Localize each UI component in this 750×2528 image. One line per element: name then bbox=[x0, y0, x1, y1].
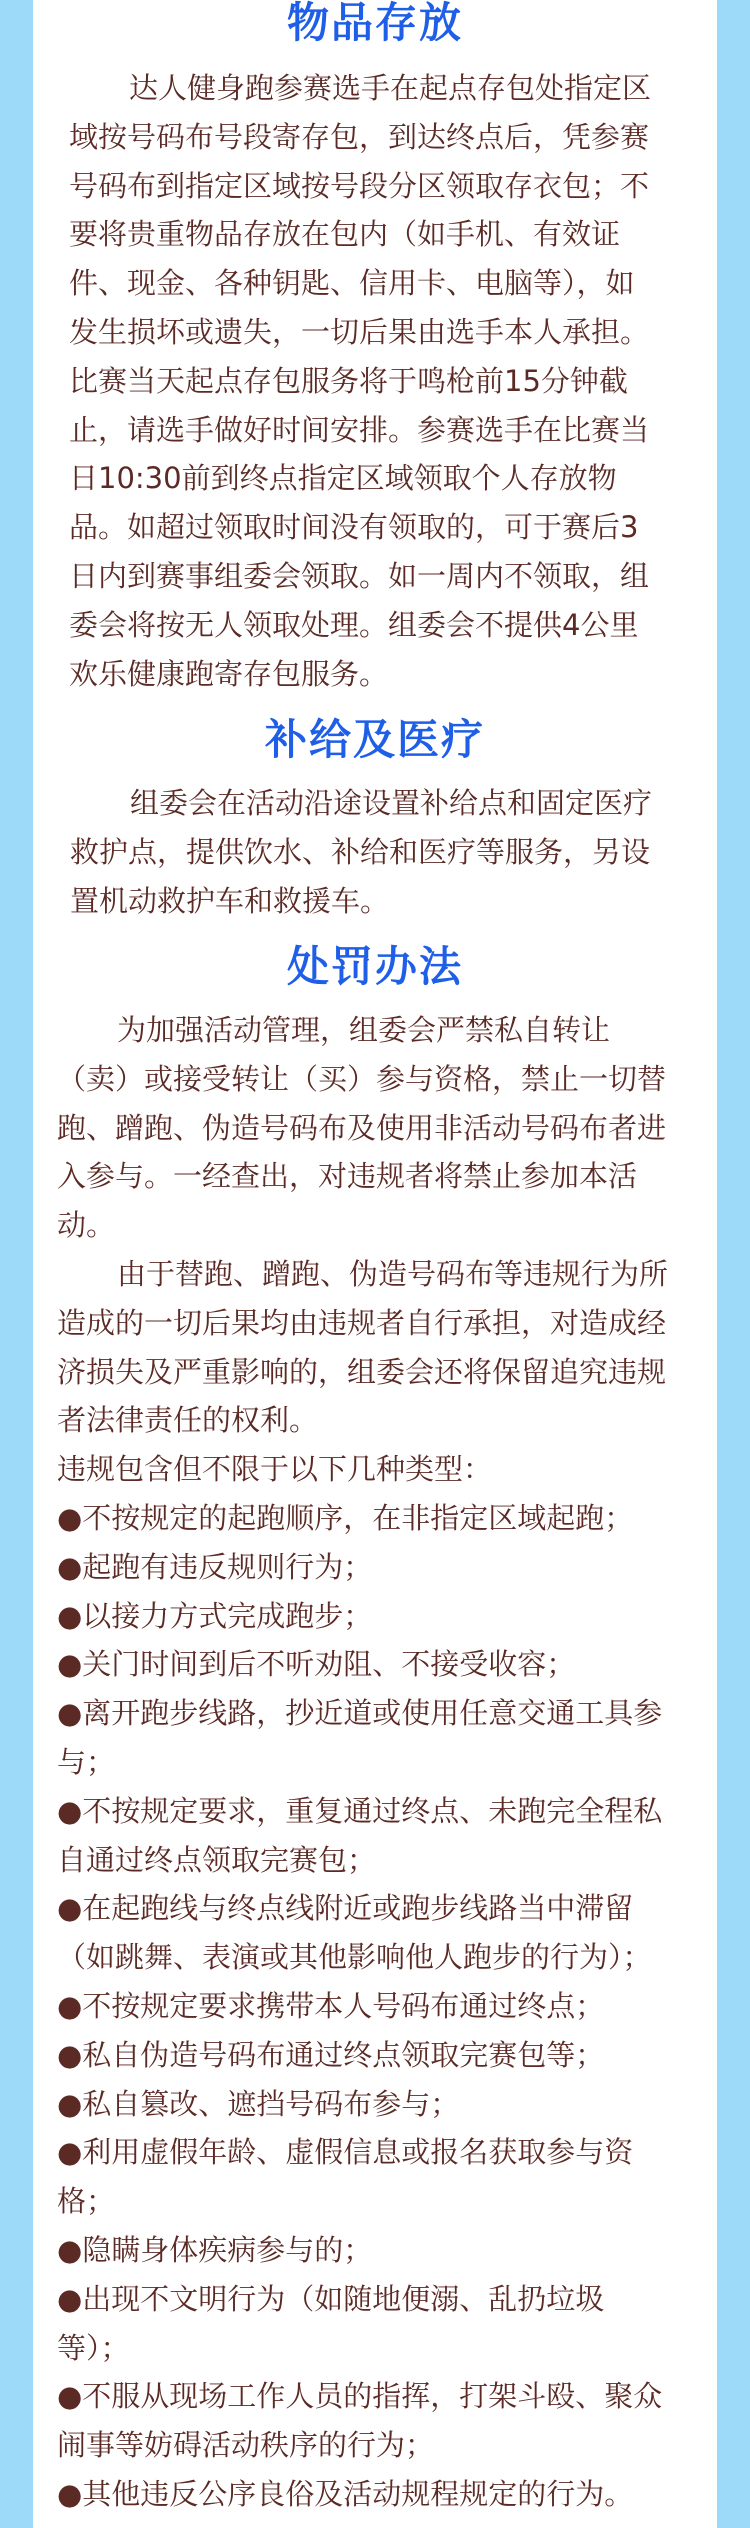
text-line: 闹事等妨碍活动秩序的行为； bbox=[57, 2428, 435, 2463]
storage-paragraph bbox=[69, 64, 651, 698]
text-line: 置机动救护车和救援车。 bbox=[70, 883, 390, 918]
text-line: 域按号码布号段寄存包，到达终点后，凭参赛 bbox=[69, 119, 650, 154]
text-line: ●私自篡改、遮挡号码布参与； bbox=[57, 2086, 460, 2121]
text-line: （如跳舞、表演或其他影响他人跑步的行为）； bbox=[57, 1940, 652, 1975]
text-line: 发生损坏或遗失，一切后果由选手本人承担。 bbox=[69, 314, 650, 349]
text-line: ●其他违反公序良俗及活动规程规定的行为。 bbox=[57, 2476, 634, 2511]
text-line: 号码布到指定区域按号段分区领取存衣包；不 bbox=[69, 168, 650, 203]
section-title-supply-medical: 补给及医疗 bbox=[264, 715, 485, 764]
text-line: ●私自伪造号码布通过终点领取完赛包等； bbox=[57, 2037, 605, 2072]
text-line: 自通过终点领取完赛包； bbox=[57, 1842, 377, 1877]
text-line: 跑、蹭跑、伪造号码布及使用非活动号码布者进 bbox=[57, 1110, 667, 1145]
text-line: ●不按规定要求，重复通过终点、未跑完全程私 bbox=[57, 1793, 663, 1828]
text-line: 为加强活动管理，组委会严禁私自转让 bbox=[117, 1013, 611, 1047]
text-line: ●不按规定要求携带本人号码布通过终点； bbox=[57, 1988, 605, 2023]
text-line: 止，请选手做好时间安排。参赛选手在比赛当 bbox=[69, 412, 650, 447]
text-line: 由于替跑、蹭跑、伪造号码布等违规行为所 bbox=[117, 1256, 669, 1291]
text-line: 者法律责任的权利。 bbox=[57, 1403, 319, 1438]
text-line: 欢乐健康跑寄存包服务。 bbox=[69, 656, 389, 691]
text-line: 动。 bbox=[57, 1208, 116, 1243]
text-line: ●不按规定的起跑顺序，在非指定区域起跑； bbox=[57, 1500, 634, 1535]
text-line: 入参与。一经查出，对违规者将禁止参加本活 bbox=[57, 1159, 638, 1194]
text-line: 比赛当天起点存包服务将于鸣枪前15分钟截 bbox=[69, 363, 628, 398]
text-line: ●不服从现场工作人员的指挥，打架斗殴、聚众 bbox=[57, 2379, 663, 2414]
text-line: ●关门时间到后不听劝阻、不接受收容； bbox=[57, 1647, 576, 1682]
text-line: ●利用虚假年龄、虚假信息或报名获取参与资 bbox=[57, 2135, 634, 2170]
text-line: ●隐瞒身体疾病参与的； bbox=[57, 2232, 373, 2267]
text-line: 救护点，提供饮水、补给和医疗等服务，另设 bbox=[70, 834, 651, 869]
text-line: 件、现金、各种钥匙、信用卡、电脑等），如 bbox=[69, 266, 635, 301]
text-line: 委会将按无人领取处理。组委会不提供4公里 bbox=[69, 607, 639, 642]
text-line: 要将贵重物品存放在包内（如手机、有效证 bbox=[69, 217, 621, 252]
text-line: 日10:30前到终点指定区域领取个人存放物 bbox=[69, 461, 617, 496]
text-line: ●起跑有违反规则行为； bbox=[57, 1549, 373, 1584]
text-line: （卖）或接受转让（买）参与资格，禁止一切替 bbox=[57, 1061, 667, 1096]
text-line: 组委会在活动沿途设置补给点和固定医疗 bbox=[130, 786, 653, 820]
text-line: 日内到赛事组委会领取。如一周内不领取，组 bbox=[69, 558, 650, 593]
text-line: ●出现不文明行为（如随地便溺、乱扔垃圾 bbox=[57, 2281, 605, 2316]
text-line: ●以接力方式完成跑步； bbox=[57, 1598, 373, 1633]
text-line: 格； bbox=[57, 2184, 116, 2219]
text-line: 品。如超过领取时间没有领取的，可于赛后3 bbox=[69, 510, 639, 545]
text-line: 造成的一切后果均由违规者自行承担，对造成经 bbox=[57, 1305, 667, 1340]
text-line: 与； bbox=[57, 1744, 116, 1779]
section-title-storage: 物品存放 bbox=[286, 0, 463, 47]
text-line: ●离开跑步线路，抄近道或使用任意交通工具参 bbox=[57, 1696, 663, 1731]
text-line: 达人健身跑参赛选手在起点存包处指定区 bbox=[129, 71, 652, 105]
section-title-penalties: 处罚办法 bbox=[286, 942, 463, 991]
text-line: 济损失及严重影响的，组委会还将保留追究违规 bbox=[57, 1354, 667, 1389]
text-line: 违规包含但不限于以下几种类型： bbox=[57, 1452, 493, 1487]
penalties-paragraph bbox=[57, 1006, 668, 2519]
text-line: ●在起跑线与终点线附近或跑步线路当中滞留 bbox=[57, 1891, 634, 1926]
text-line: 等）； bbox=[57, 2330, 130, 2365]
supply-medical-paragraph bbox=[70, 779, 652, 925]
